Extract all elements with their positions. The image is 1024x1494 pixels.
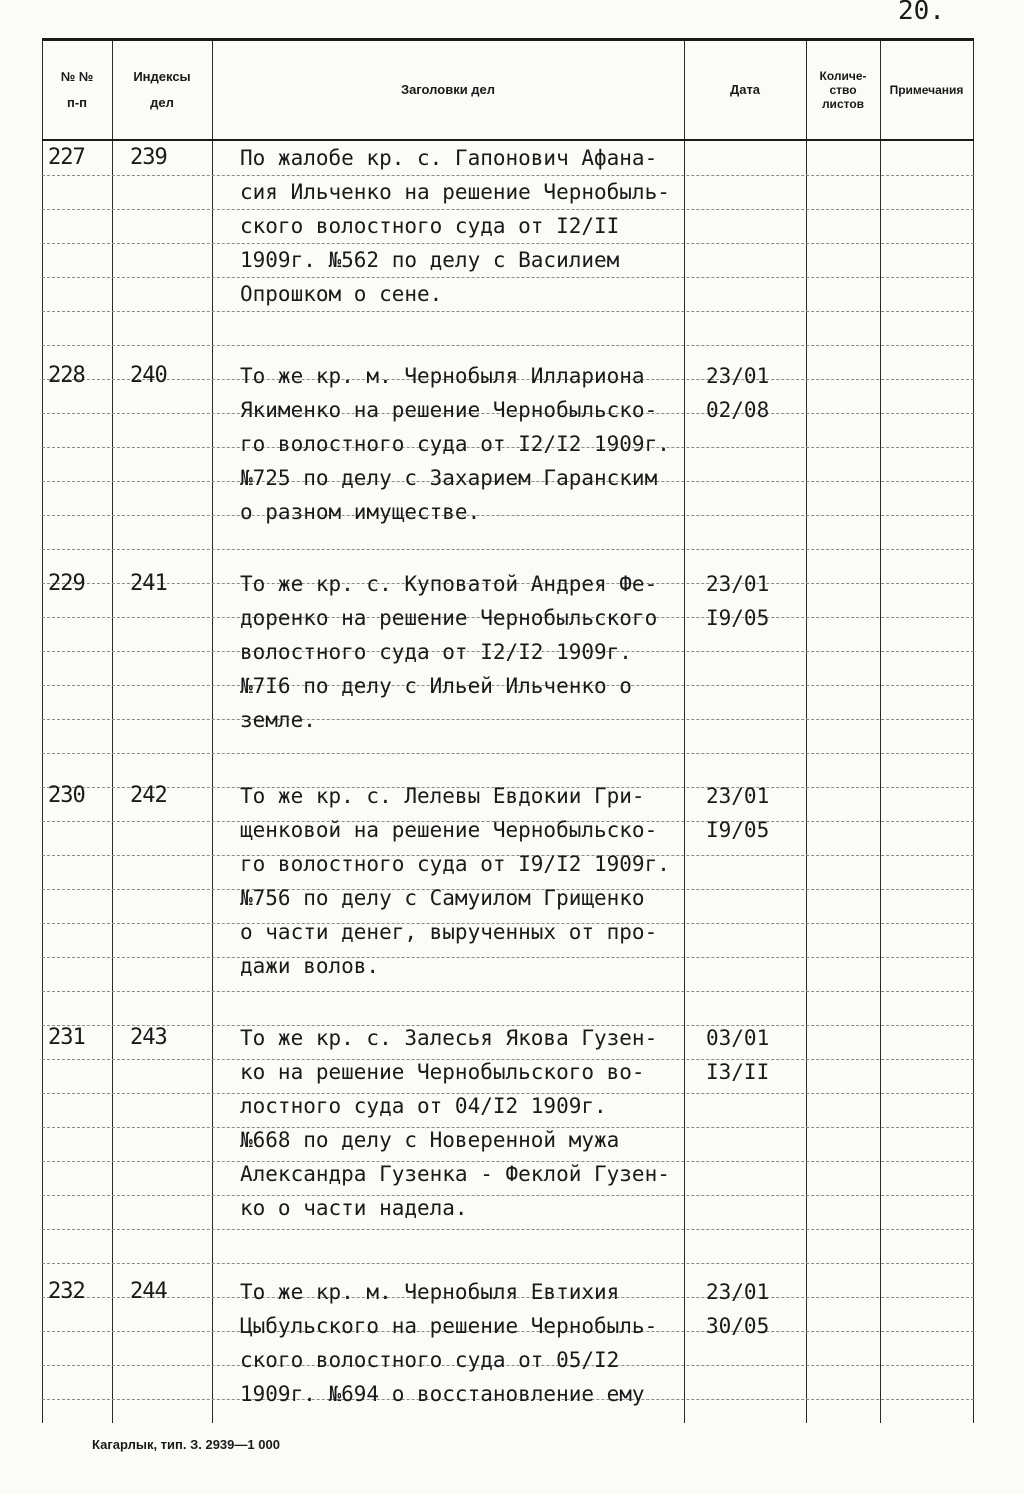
table-border-right	[973, 41, 974, 1423]
header-number-sublabel: п-п	[66, 95, 88, 110]
entry-index: 241	[130, 571, 167, 596]
entry-title	[240, 141, 670, 311]
title-line: То же кр. м. Чернобыля Евтихия	[240, 1280, 620, 1304]
ruled-line	[42, 1263, 974, 1264]
ruled-line	[42, 753, 974, 754]
header-index-sublabel: дел	[150, 95, 174, 110]
title-line: №668 по делу с Новеренной мужа	[240, 1128, 620, 1152]
start-date: 23/01	[706, 1280, 770, 1304]
header-notes-label: Примечания	[889, 83, 964, 97]
header-number-label: № №	[60, 69, 94, 84]
header-sheets-label-2: ство	[829, 83, 857, 97]
entry-number: 230	[48, 783, 85, 808]
entry-dates	[706, 567, 769, 635]
title-line: №725 по делу с Захарием Гаранским	[240, 466, 658, 490]
title-line: №756 по делу с Самуилом Грищенко	[240, 886, 645, 910]
header-index-label: Индексы	[133, 69, 191, 84]
end-date: 02/08	[706, 398, 770, 422]
title-line: земле.	[240, 708, 316, 732]
entry-number: 229	[48, 571, 85, 596]
title-line: То же кр. с. Залесья Якова Гузен-	[240, 1026, 658, 1050]
title-line: ко о части надела.	[240, 1196, 468, 1220]
end-date: I3/II	[706, 1060, 770, 1084]
title-line: Опрошком о сене.	[240, 282, 443, 306]
title-line: лостного суда от 04/I2 1909г.	[240, 1094, 607, 1118]
entry-title	[240, 779, 670, 983]
title-line: ко на решение Чернобыльского во-	[240, 1060, 645, 1084]
entry-title	[240, 359, 670, 529]
header-title-label: Заголовки дел	[400, 82, 496, 97]
entry-number: 232	[48, 1279, 85, 1304]
ruled-line	[42, 549, 974, 550]
start-date: 23/01	[706, 572, 770, 596]
header-number	[42, 41, 112, 139]
entry-index: 244	[130, 1279, 167, 1304]
title-line: ского волостного суда от I2/II	[240, 214, 620, 238]
entry-number: 228	[48, 363, 85, 388]
entry-index: 239	[130, 145, 167, 170]
title-line: №7I6 по делу с Ильей Ильченко о	[240, 674, 632, 698]
table-header	[42, 41, 974, 141]
end-date: I9/05	[706, 818, 770, 842]
entry-title	[240, 1275, 657, 1411]
column-divider	[880, 41, 881, 1423]
title-line: го волостного суда от I2/I2 1909г.	[240, 432, 670, 456]
title-line: о разном имуществе.	[240, 500, 481, 524]
start-date: 03/01	[706, 1026, 770, 1050]
title-line: То же кр. с. Куповатой Андрея Фе-	[240, 572, 658, 596]
ruled-line	[42, 1229, 974, 1230]
entry-dates	[706, 779, 769, 847]
title-line: По жалобе кр. с. Гапонович Афана-	[240, 146, 658, 170]
title-line: То же кр. м. Чернобыля Иллариона	[240, 364, 645, 388]
title-line: Александра Гузенка - Феклой Гузен-	[240, 1162, 670, 1186]
start-date: 23/01	[706, 784, 770, 808]
title-line: го волостного суда от I9/I2 1909г.	[240, 852, 670, 876]
column-divider	[806, 41, 807, 1423]
ruled-line	[42, 311, 974, 312]
entry-number: 231	[48, 1025, 85, 1050]
header-title	[212, 41, 684, 139]
title-line: То же кр. с. Лелевы Евдокии Гри-	[240, 784, 645, 808]
ruled-line	[42, 345, 974, 346]
title-line: сия Ильченко на решение Чернобыль-	[240, 180, 670, 204]
header-sheets-label-3: листов	[821, 97, 865, 111]
column-divider	[112, 41, 113, 1423]
entry-index: 243	[130, 1025, 167, 1050]
entry-dates	[706, 359, 769, 427]
entry-dates	[706, 1275, 769, 1343]
header-sheets	[806, 41, 880, 139]
start-date: 23/01	[706, 364, 770, 388]
title-line: ского волостного суда от 05/I2	[240, 1348, 620, 1372]
header-sheets-label-1: Количе-	[819, 69, 867, 83]
end-date: 30/05	[706, 1314, 770, 1338]
entry-number: 227	[48, 145, 85, 170]
title-line: о части денег, вырученных от про-	[240, 920, 658, 944]
title-line: Цыбульского на решение Чернобыль-	[240, 1314, 658, 1338]
inventory-table	[42, 38, 974, 1423]
header-index	[112, 41, 212, 139]
header-date-label: Дата	[729, 82, 761, 97]
entry-title	[240, 567, 657, 737]
column-divider	[684, 41, 685, 1423]
column-divider	[212, 41, 213, 1423]
entry-index: 240	[130, 363, 167, 388]
table-border-left	[42, 41, 43, 1423]
entry-dates	[706, 1021, 769, 1089]
title-line: щенковой на решение Чернобыльско-	[240, 818, 658, 842]
printer-imprint: Кагарлык, тип. З. 2939—1 000	[92, 1437, 280, 1452]
end-date: I9/05	[706, 606, 770, 630]
title-line: волостного суда от I2/I2 1909г.	[240, 640, 632, 664]
header-date	[684, 41, 806, 139]
title-line: Якименко на решение Чернобыльско-	[240, 398, 658, 422]
title-line: дажи волов.	[240, 954, 380, 978]
title-line: доренко на решение Чернобыльского	[240, 606, 658, 630]
header-notes	[880, 41, 973, 139]
title-line: 1909г. №694 о восстановление ему	[240, 1382, 645, 1406]
entry-title	[240, 1021, 670, 1225]
page-number: 20.	[898, 0, 945, 26]
entry-index: 242	[130, 783, 167, 808]
title-line: 1909г. №562 по делу с Василием	[240, 248, 620, 272]
ruled-line	[42, 991, 974, 992]
